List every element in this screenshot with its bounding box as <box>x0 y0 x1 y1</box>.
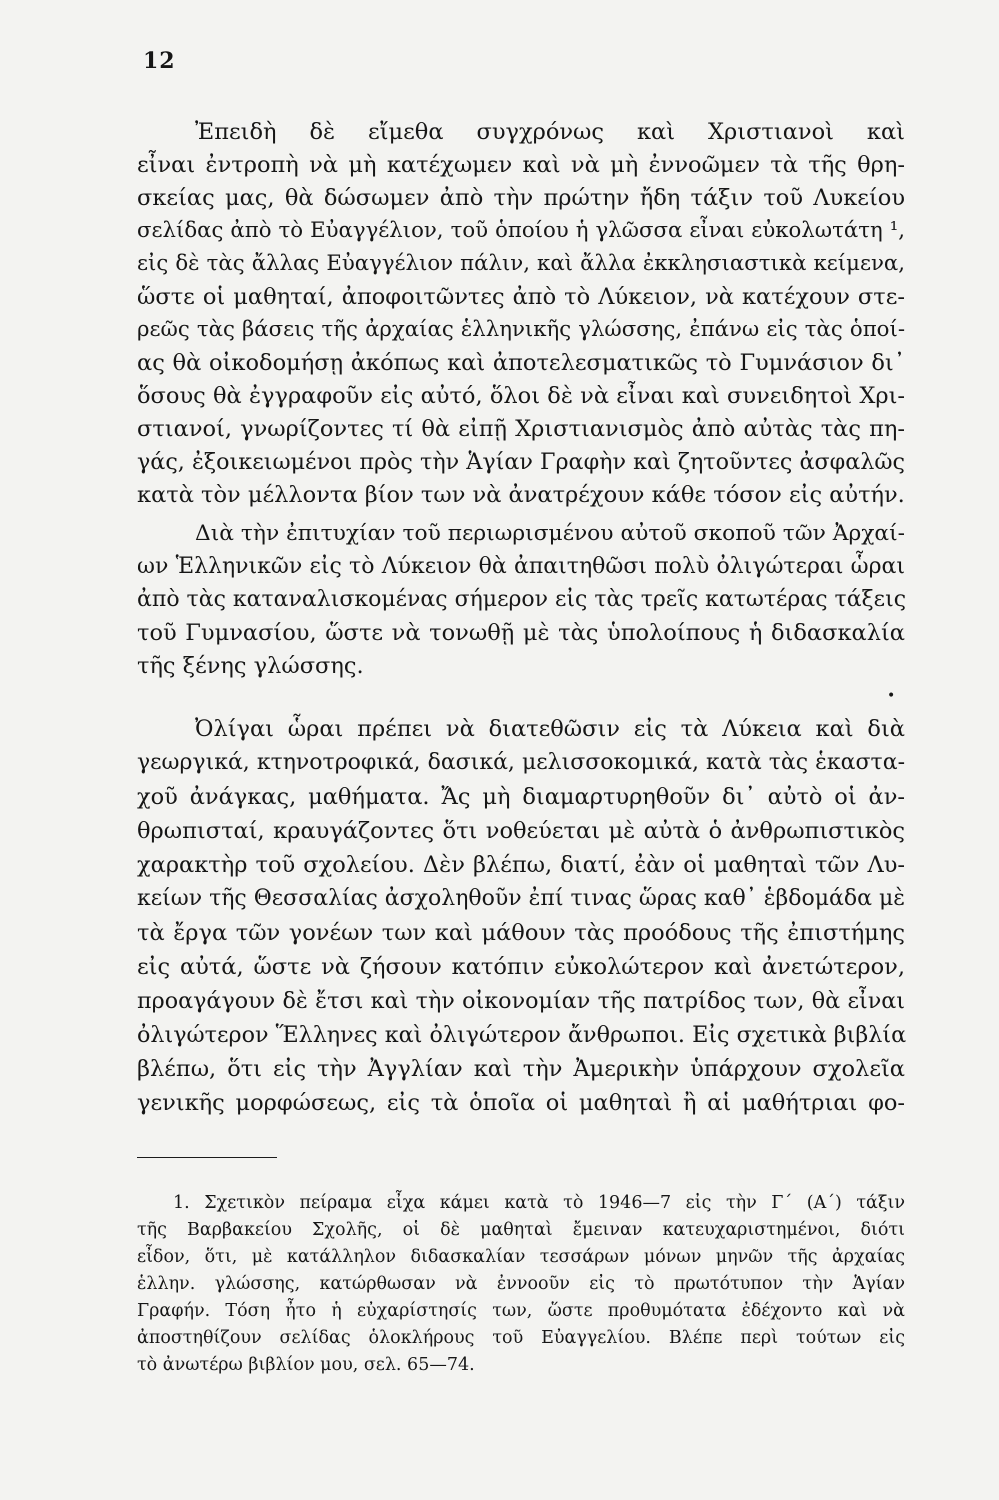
page-number: 12 <box>143 48 176 74</box>
body-line: στιανοί, γνωρίζοντες τί θὰ εἰπῇ Χριστιανισμὸς ἀπὸ αὐτὰς τὰς πη- <box>137 416 905 442</box>
body-line: ας θὰ οἰκοδομήσῃ ἀκόπως καὶ ἀποτελεσματικῶς τὸ Γυμνάσιον δι᾽ <box>137 350 905 376</box>
body-line: ὅσους θὰ ἐγγραφοῦν εἰς αὐτό, ὅλοι δὲ νὰ εἶναι καὶ συνειδητοὶ Χρι- <box>137 383 905 409</box>
body-line: Ὀλίγαι ὧραι πρέπει νὰ διατεθῶσιν εἰς τὰ Λύκεια καὶ διὰ <box>195 716 905 742</box>
footnote-line: τῆς Βαρβακείου Σχολῆς, οἱ δὲ μαθηταὶ ἔμειναν κατευχαριστημένοι, διότι <box>137 1220 905 1240</box>
body-line: γενικῆς μορφώσεως, εἰς τὰ ὁποῖα οἱ μαθηταὶ ἢ αἱ μαθήτριαι φο- <box>137 1090 905 1116</box>
body-line: γάς, ἐξοικειωμένοι πρὸς τὴν Ἁγίαν Γραφὴν καὶ ζητοῦντες ἀσφαλῶς <box>137 449 905 475</box>
body-line: Διὰ τὴν ἐπιτυχίαν τοῦ περιωρισμένου αὐτοῦ σκοποῦ τῶν Ἀρχαί- <box>195 521 905 546</box>
body-line: ὥστε οἱ μαθηταί, ἀποφοιτῶντες ἀπὸ τὸ Λύκειον, νὰ κατέχουν στε- <box>137 284 905 310</box>
body-line: ρεῶς τὰς βάσεις τῆς ἀρχαίας ἑλληνικῆς γλώσσης, ἐπάνω εἰς τὰς ὁποί- <box>137 317 905 342</box>
body-line: ὀλιγώτερον Ἕλληνες καὶ ὀλιγώτερον ἄνθρωποι. Εἰς σχετικὰ βιβλία <box>137 1022 907 1048</box>
footnote-line: Γραφήν. Τόση ἦτο ἡ εὐχαρίστησίς των, ὥστε προθυμότατα ἐδέχοντο καὶ νὰ <box>137 1301 905 1321</box>
body-line: θρωπισταί, κραυγάζοντες ὅτι νοθεύεται μὲ αὐτὰ ὁ ἀνθρωπιστικὸς <box>137 818 905 844</box>
footnote-line: ἀποστηθίζουν σελίδας ὁλοκλήρους τοῦ Εὐαγγελίου. Βλέπε περὶ τούτων εἰς <box>137 1328 905 1348</box>
body-line: εἰς δὲ τὰς ἄλλας Εὐαγγέλιον πάλιν, καὶ ἄλλα ἐκκλησιαστικὰ κείμενα, <box>137 251 905 276</box>
footnote-separator <box>137 1157 277 1158</box>
body-line: γεωργικά, κτηνοτροφικά, δασικά, μελισσοκομικά, κατὰ τὰς ἑκαστα- <box>137 750 905 775</box>
body-line: ἀπὸ τὰς καταναλισκομένας σήμερον εἰς τὰς τρεῖς κατωτέρας τάξεις <box>137 587 907 612</box>
body-line: χαρακτὴρ τοῦ σχολείου. Δὲν βλέπω, διατί, ἐὰν οἱ μαθηταὶ τῶν Λυ- <box>137 852 905 878</box>
body-line: εἰς αὐτά, ὥστε νὰ ζήσουν κατόπιν εὐκολώτερον καὶ ἀνετώτερον, <box>137 954 905 980</box>
body-line: κατὰ τὸν μέλλοντα βίον των νὰ ἀνατρέχουν κάθε τόσον εἰς αὐτήν. <box>137 482 905 508</box>
footnote-line: εἶδον, ὅτι, μὲ κατάλληλον διδασκαλίαν τεσσάρων μόνων μηνῶν τῆς ἀρχαίας <box>137 1247 905 1267</box>
body-line: σελίδας ἀπὸ τὸ Εὐαγγέλιον, τοῦ ὁποίου ἡ γλῶσσα εἶναι εὐκολωτάτη ¹, <box>137 218 905 243</box>
body-line: κείων τῆς Θεσσαλίας ἀσχοληθοῦν ἐπί τινας ὥρας καθ᾽ ἑβδομάδα μὲ <box>137 886 906 911</box>
body-line: ων Ἑλληνικῶν εἰς τὸ Λύκειον θὰ ἀπαιτηθῶσι πολὺ ὀλιγώτεραι ὧραι <box>137 554 905 579</box>
body-line: βλέπω, ὅτι εἰς τὴν Ἀγγλίαν καὶ τὴν Ἀμερικὴν ὑπάρχουν σχολεῖα <box>137 1056 905 1082</box>
body-line: σκείας μας, θὰ δώσωμεν ἀπὸ τὴν πρώτην ἤδη τάξιν τοῦ Λυκείου <box>137 185 905 211</box>
body-line: τοῦ Γυμνασίου, ὥστε νὰ τονωθῇ μὲ τὰς ὑπολοίπους ἡ διδασκαλία <box>137 620 905 646</box>
footnote-line: ἑλλην. γλώσσης, κατώρθωσαν νὰ ἐννοοῦν εἰς τὸ πρωτότυπον τὴν Ἁγίαν <box>137 1274 905 1294</box>
footnote-line: 1. Σχετικὸν πείραμα εἶχα κάμει κατὰ τὸ 1946—7 εἰς τὴν Γ΄ (Α΄) τάξιν <box>173 1193 905 1213</box>
body-line: τῆς ξένης γλώσσης. <box>137 653 364 679</box>
body-line: χοῦ ἀνάγκας, μαθήματα. Ἄς μὴ διαμαρτυρηθοῦν δι᾽ αὐτὸ οἱ ἀν- <box>137 784 905 810</box>
body-line: προαγάγουν δὲ ἔτσι καὶ τὴν οἰκονομίαν τῆς πατρίδος των, θὰ εἶναι <box>137 988 905 1014</box>
body-line: εἶναι ἐντροπὴ νὰ μὴ κατέχωμεν καὶ νὰ μὴ ἐννοῶμεν τὰ τῆς θρη- <box>137 152 905 178</box>
body-line: τὰ ἔργα τῶν γονέων των καὶ μάθουν τὰς προόδους τῆς ἐπιστήμης <box>137 920 905 946</box>
body-line: Ἐπειδὴ δὲ εἴμεθα συγχρόνως καὶ Χριστιανοὶ καὶ <box>195 119 905 145</box>
footnote-line: τὸ ἀνωτέρω βιβλίον μου, σελ. 65—74. <box>137 1355 475 1375</box>
stray-ink-dot: • <box>887 688 896 704</box>
